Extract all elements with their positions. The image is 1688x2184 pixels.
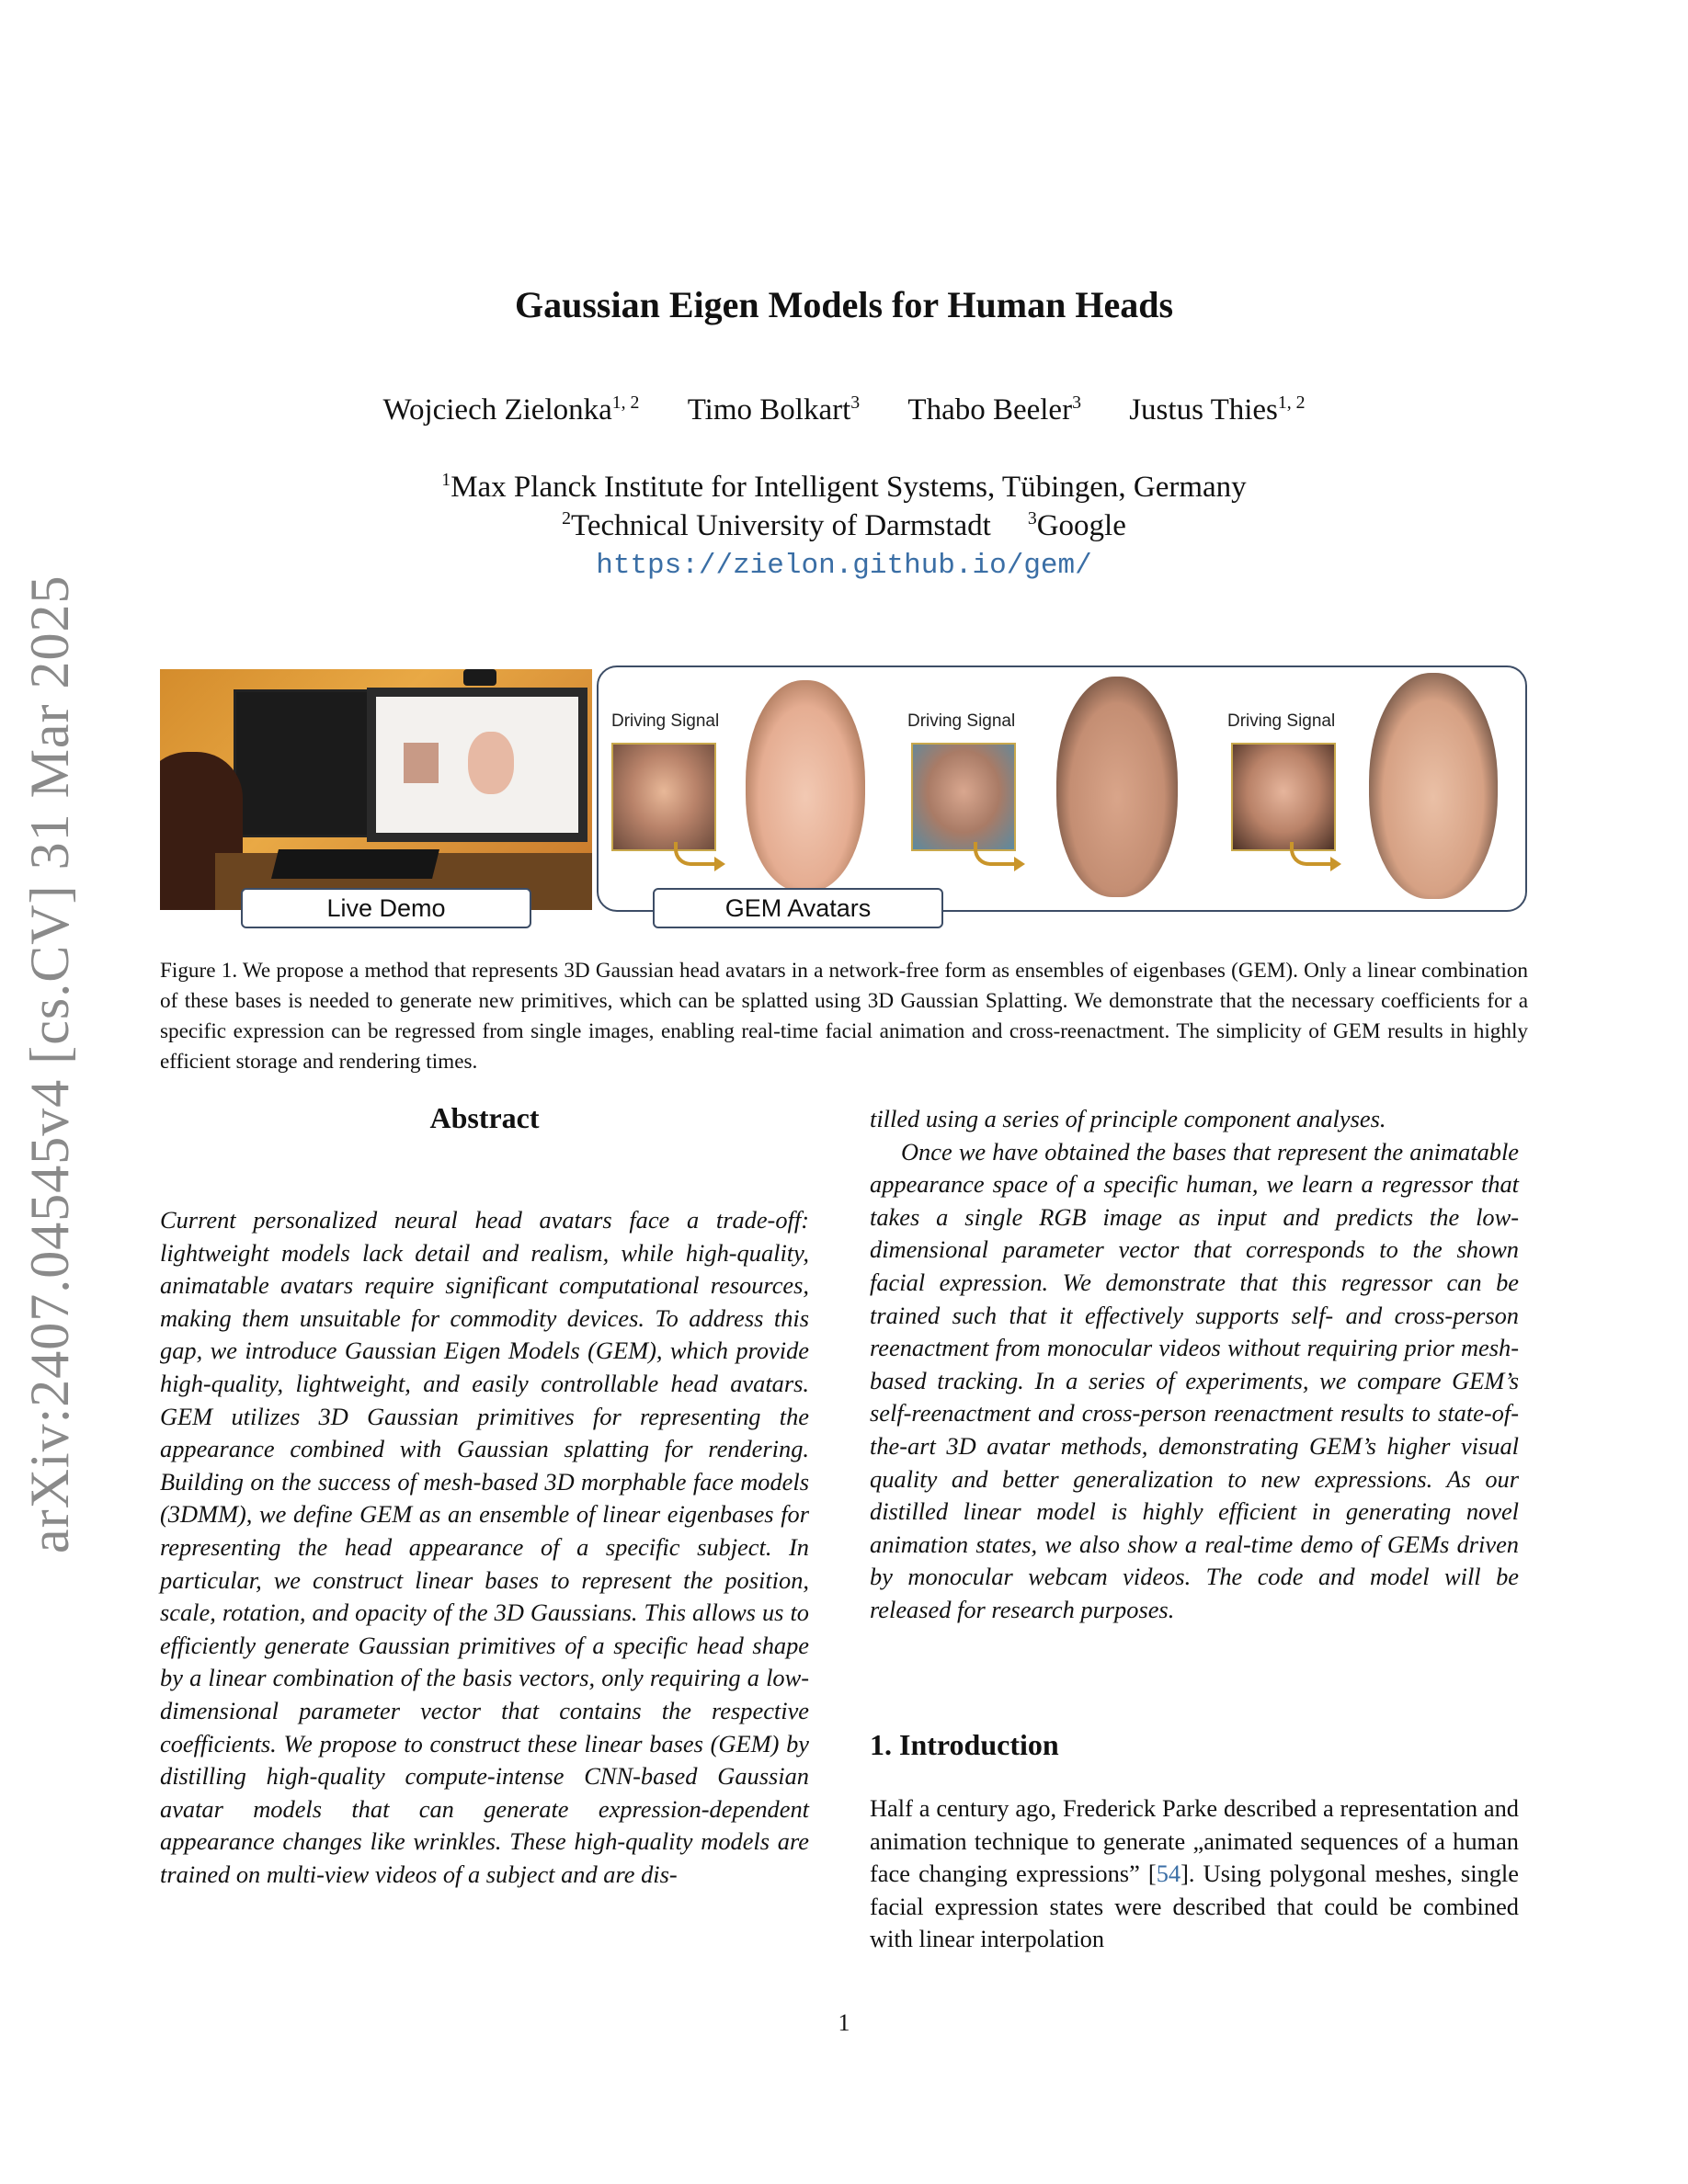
affiliation-line-2: [0, 509, 1688, 543]
paper-title: Gaussian Eigen Models for Human Heads: [514, 284, 1174, 325]
author-2: [688, 393, 860, 427]
affiliation-2: Technical University of Darmstadt: [571, 509, 991, 542]
page-number: 1: [838, 2009, 850, 2036]
author-1: [382, 393, 639, 427]
figure-caption: Figure 1. We propose a method that represents 3D Gaussian head avatars in a network-free form as ensembles of eigenbases (GEM). Only a linear combination of these bases is needed to generate new primitives, which can be splatted using 3D Gaussian Splatting. We demonstrate that the necessary coefficients for a specific expression can be regressed from single images, enabling real-time facial animation and cross-reenactment. The simplicity of GEM results in highly efficient storage and rendering times.: [160, 959, 1528, 1074]
figure-1: [160, 665, 1526, 932]
author-name: Thabo Beeler: [907, 393, 1073, 427]
affiliation-mark: 3: [1027, 508, 1037, 529]
affiliation-line-1: [0, 471, 1688, 505]
monitor-screen: [376, 697, 578, 833]
avatar-head-1: [746, 680, 865, 892]
abstract-paragraph: tilled using a series of principle component analyses.: [870, 1105, 1386, 1132]
driving-signal-image-2: [911, 743, 1016, 851]
arrow-icon: [974, 842, 1020, 866]
author-affiliation-mark: 1, 2: [1277, 392, 1306, 413]
citation-link[interactable]: 54: [1156, 1860, 1181, 1888]
intro-text-part: ]. Using polygonal meshes, single facial expression states were described that could be combined with linear interpolation: [870, 1860, 1519, 1953]
author-name: Justus Thies: [1129, 393, 1278, 427]
abstract-text-left: Current personalized neural head avatars face a trade-off: lightweight models lack detail and realism, while high-quality, animatable avatars require significant computational resources, making them unsuitable for commodity devices. To address this gap, we introduce Gaussian Eigen Models (GEM), which provide high-quality, lightweight, and easily controllable head avatars. GEM utilizes 3D Gaussian primitives for representing the appearance combined with Gaussian splatting for rendering. Building on the success of mesh-based 3D morphable face models (3DMM), we define GEM as an ensemble of linear eigenbases for representing the head appearance of a specific subject. In particular, we construct linear bases to represent the position, scale, rotation, and opacity of the 3D Gaussians. This allows us to efficiently generate Gaussian primitives of a specific head shape by a linear combination of the basis vectors, only requiring a low-dimensional parameter vector that contains the respective coefficients. We propose to construct these linear bases (GEM) by distilling high-quality compute-intense CNN-based Gaussian avatar models that can generate expression-dependent appearance changes like wrinkles. These high-quality models are trained on multi-view videos of a subject and are dis-: [160, 1206, 809, 1888]
author-name: Timo Bolkart: [687, 393, 851, 427]
arxiv-identifier-stamp: arXiv:2407.04545v4 [cs.CV] 31 Mar 2025: [19, 574, 80, 1553]
driving-signal-image-3: [1231, 743, 1336, 851]
avatar-head-2: [1056, 677, 1178, 897]
affiliation-mark: 1: [441, 470, 451, 490]
author-affiliation-mark: 3: [850, 392, 861, 413]
live-demo-photo: [160, 669, 592, 910]
arrow-icon: [674, 842, 720, 866]
live-demo-label: Live Demo: [241, 888, 531, 928]
abstract-paragraph: Once we have obtained the bases that represent the animatable appearance space of a specific human, we learn a regressor that takes a single RGB image as input and predicts the low-dimensional parameter vector that corresponds to the shown facial expression. We demonstrate that this regressor can be trained such that it effectively supports self- and cross-person reenactment from monocular videos without requiring prior mesh-based tracking. In a series of experiments, we compare GEM’s self-reenactment and cross-person reenactment results to state-of-the-art 3D avatar methods, demonstrating GEM’s higher visual quality and better generalization to new expressions. As our distilled linear model is highly efficient in generating novel animation states, we also show a real-time demo of GEMs driven by monocular webcam videos. The code and model will be released for research purposes.: [870, 1137, 1519, 1623]
monitor-right: [367, 688, 587, 842]
avatar-head-3: [1369, 673, 1498, 899]
monitor-left: [234, 689, 377, 837]
webcam: [463, 669, 496, 686]
arrow-icon: [1290, 842, 1336, 866]
affiliation-1: Max Planck Institute for Intelligent Systems, Tübingen, Germany: [451, 471, 1247, 504]
gem-avatars-panel: [597, 665, 1527, 912]
author-name: Wojciech Zielonka: [382, 393, 612, 427]
project-url-link[interactable]: https://zielon.github.io/gem/: [596, 550, 1092, 582]
section-heading-introduction: 1. Introduction: [870, 1728, 1059, 1761]
intro-text-part: Half a century ago, Frederick Parke described a representation and animation technique to generate „animated sequences of a human face changing expressions” [: [870, 1794, 1519, 1888]
driving-signal-label: Driving Signal: [907, 711, 1016, 731]
author-list: [0, 393, 1688, 427]
author-affiliation-mark: 1, 2: [611, 392, 640, 413]
gem-avatars-label: GEM Avatars: [653, 888, 943, 928]
affiliation-mark: 2: [562, 508, 572, 529]
affiliation-3: Google: [1036, 509, 1126, 542]
driving-signal-label: Driving Signal: [611, 711, 720, 731]
keyboard: [271, 849, 439, 879]
introduction-text: [870, 1792, 1519, 1956]
author-affiliation-mark: 3: [1072, 392, 1081, 413]
author-4: [1129, 393, 1305, 427]
abstract-text-right: [870, 1103, 1519, 1627]
driving-signal-image-1: [611, 743, 716, 851]
author-3: [907, 393, 1081, 427]
abstract-heading: Abstract: [429, 1101, 540, 1134]
driving-signal-label: Driving Signal: [1227, 711, 1336, 731]
